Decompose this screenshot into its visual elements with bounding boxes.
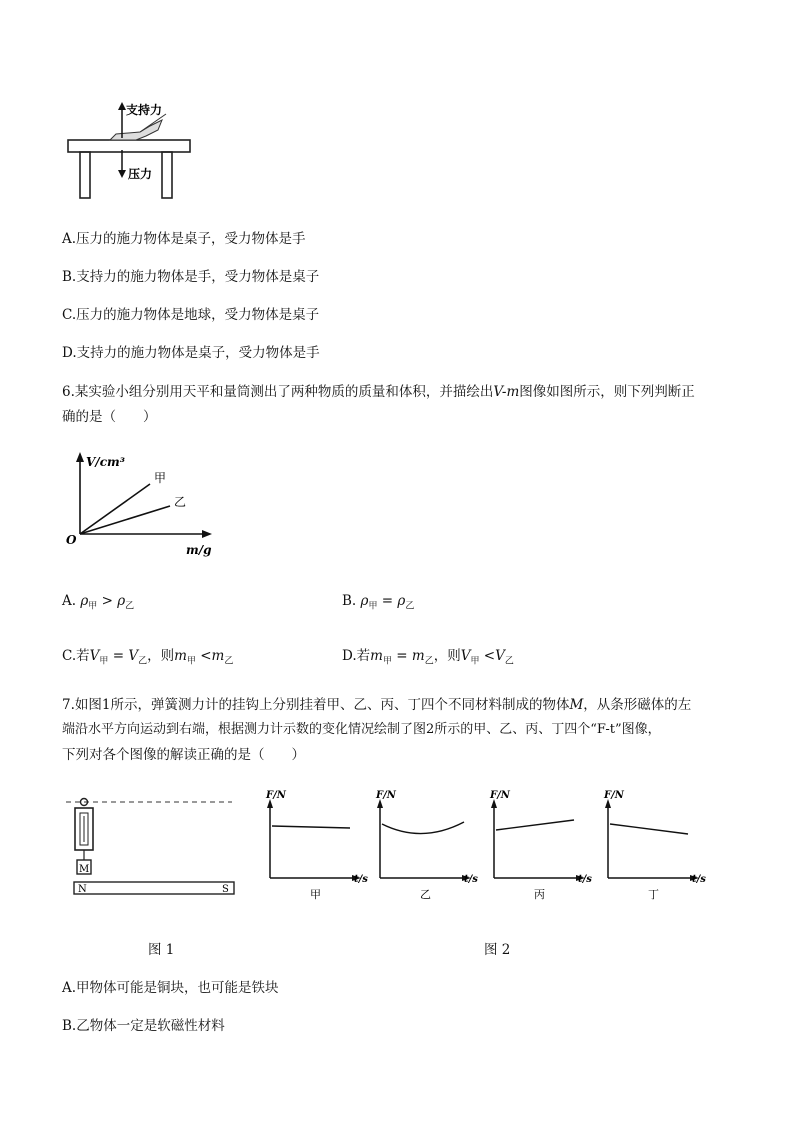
ft-graph-ding	[603, 790, 706, 901]
ft-graph-name: 乙	[420, 888, 431, 901]
q7-figure-2	[262, 786, 732, 906]
weight-m-label: M	[79, 864, 90, 875]
magnet-n-pole: N	[78, 884, 87, 895]
graph-line-jia	[80, 484, 150, 534]
y-axis-label: V/cm³	[86, 455, 125, 469]
q7-stem-line1: 7.如图1所示，弹簧测力计的挂钩上分别挂着甲、乙、丙、丁四个不同材料制成的物体M，从条形磁体的左	[62, 697, 692, 713]
pressure-label: 压力	[128, 167, 153, 181]
line-jia-label: 甲	[154, 471, 167, 485]
q7-stem-line2: 端沿水平方向运动到右端，根据测力计示数的变化情况绘制了图2所示的甲、乙、丙、丁四个“F-t”图像，	[62, 722, 661, 737]
line-yi-label: 乙	[174, 495, 187, 509]
ft-graph-name: 丁	[648, 888, 659, 901]
magnet-s-pole: S	[222, 884, 229, 895]
ft-y-label: F/N	[266, 790, 286, 801]
q7-option-b: B.乙物体一定是软磁性材料	[62, 1018, 225, 1034]
q6-stem-line2: 确的是（ ）	[62, 409, 157, 425]
q5-table-figure	[66, 100, 206, 204]
origin-label: O	[66, 533, 77, 547]
bar-magnet	[74, 882, 234, 894]
ft-curve-ding	[610, 824, 688, 834]
ft-graph-yi	[375, 790, 478, 901]
ft-y-label: F/N	[376, 790, 396, 801]
x-axis-label: m/g	[186, 543, 212, 557]
ft-curve-jia	[272, 826, 350, 828]
ft-curve-yi	[382, 822, 464, 834]
q6-option-b: B. $\rho_甲 = \rho_乙$	[342, 593, 415, 612]
ft-x-label: t/s	[464, 874, 478, 885]
vm-symbol: V-m	[493, 384, 520, 400]
q5-option-b: B.支持力的施力物体是手，受力物体是桌子	[62, 269, 320, 285]
q7-figure-1	[66, 796, 246, 900]
ft-x-label: t/s	[692, 874, 706, 885]
ft-graph-name: 甲	[310, 888, 321, 901]
q6-stem-line1: 6.某实验小组分别用天平和量筒测出了两种物质的质量和体积，并描绘出V-m图像如图所示，则下列判断正	[62, 384, 695, 400]
q7-figure1-caption: 图 1	[148, 942, 175, 958]
q7-stem-line3: 下列对各个图像的解读正确的是（ ）	[62, 747, 305, 763]
q6-vm-graph	[62, 448, 222, 560]
ft-graph-jia	[265, 790, 368, 901]
q6-option-a: A. $\rho_甲 > \rho_乙$	[62, 593, 135, 612]
q7-figure2-caption: 图 2	[484, 942, 511, 958]
ft-y-label: F/N	[490, 790, 510, 801]
q6-option-c: C.若$V_甲 = V_乙$，则$m_甲 <m_乙$	[62, 648, 234, 667]
ft-curve-bing	[496, 820, 574, 830]
ft-x-label: t/s	[354, 874, 368, 885]
q5-option-c: C.压力的施力物体是地球，受力物体是桌子	[62, 307, 320, 323]
ft-x-label: t/s	[578, 874, 592, 885]
q5-option-a: A.压力的施力物体是桌子，受力物体是手	[62, 231, 306, 247]
support-force-label: 支持力	[126, 103, 163, 117]
q6-option-d: D.若$m_甲 = m_乙$，则$V_甲 <V_乙$	[342, 648, 514, 667]
q5-option-d: D.支持力的施力物体是桌子，受力物体是手	[62, 345, 320, 361]
graph-line-yi	[80, 506, 170, 534]
ft-y-label: F/N	[604, 790, 624, 801]
ft-graph-bing	[489, 790, 592, 901]
q7-option-a: A.甲物体可能是铜块，也可能是铁块	[62, 980, 279, 996]
ft-graph-name: 丙	[534, 888, 545, 901]
